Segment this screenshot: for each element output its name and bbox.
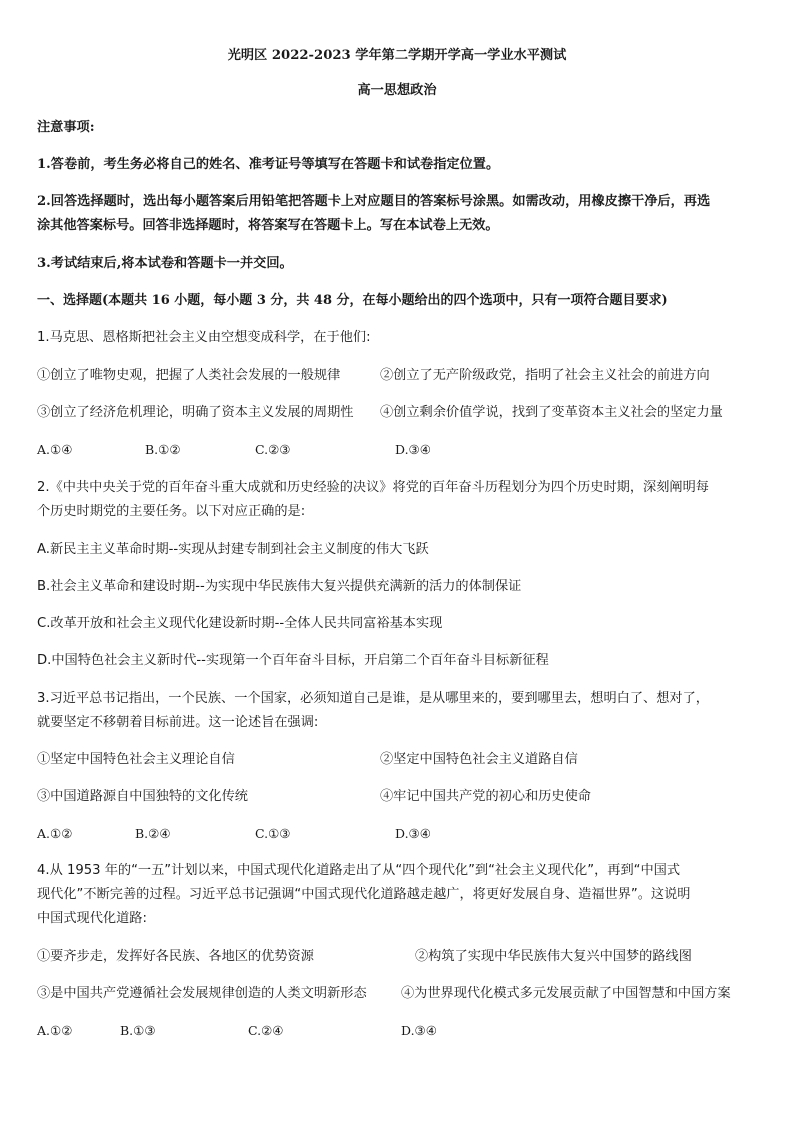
- question-4-statement-4: ④为世界现代化模式多元发展贡献了中国智慧和中国方案: [401, 986, 731, 1001]
- question-4-choice-c: C.②④: [248, 1023, 284, 1038]
- question-4-choice-a: A.①②: [37, 1023, 73, 1038]
- question-1-choice-a: A.①④: [37, 442, 73, 457]
- question-4-stem-line-3: 中国式现代化道路:: [37, 911, 147, 926]
- exam-title: 光明区 2022-2023 学年第二学期开学高一学业水平测试: [227, 48, 567, 63]
- question-2-choice-b: B.社会主义革命和建设时期--为实现中华民族伟大复兴提供充满新的活力的体制保证: [37, 579, 522, 594]
- question-3-choice-a: A.①②: [37, 826, 73, 841]
- question-1-stem: 1.马克思、恩格斯把社会主义由空想变成科学，在于他们:: [37, 330, 371, 345]
- question-1-statement-4: ④创立剩余价值学说，找到了变革资本主义社会的坚定力量: [380, 405, 723, 420]
- question-2-stem-line-2: 个历史时期党的主要任务。以下对应正确的是:: [37, 504, 306, 519]
- question-2-choice-c: C.改革开放和社会主义现代化建设新时期--全体人民共同富裕基本实现: [37, 616, 443, 631]
- question-3-choice-c: C.①③: [255, 826, 291, 841]
- question-3-choice-b: B.②④: [135, 826, 171, 841]
- question-3-statement-1: ①坚定中国特色社会主义理论自信: [37, 752, 235, 767]
- question-1-statement-3: ③创立了经济危机理论，明确了资本主义发展的周期性: [37, 405, 354, 420]
- notice-item-2-line-1: 2.回答选择题时，选出每小题答案后用铅笔把答题卡上对应题目的答案标号涂黑。如需改动，用橡皮擦干净后，再选: [37, 194, 711, 209]
- question-1-choice-d: D.③④: [395, 442, 431, 457]
- question-2-choice-d: D.中国特色社会主义新时代--实现第一个百年奋斗目标，开启第二个百年奋斗目标新征程: [37, 653, 549, 668]
- question-1-choice-b: B.①②: [145, 442, 181, 457]
- question-3-statement-3: ③中国道路源自中国独特的文化传统: [37, 789, 248, 804]
- notice-item-2-line-2: 涂其他答案标号。回答非选择题时，将答案写在答题卡上。写在本试卷上无效。: [37, 218, 499, 233]
- section-heading-choice: 一、选择题(本题共 16 小题，每小题 3 分，共 48 分，在每小题给出的四个选项中，只有一项符合题目要求): [37, 293, 668, 308]
- question-4-choice-d: D.③④: [401, 1023, 437, 1038]
- question-4-stem-line-2: 现代化”不断完善的过程。习近平总书记强调“中国式现代化道路越走越广，将更好发展自身、造福世界”。这说明: [37, 887, 691, 902]
- question-4-statement-1: ①要齐步走，发挥好各民族、各地区的优势资源: [37, 949, 314, 964]
- notice-item-3: 3.考试结束后,将本试卷和答题卡一并交回。: [37, 256, 293, 271]
- question-3-choice-d: D.③④: [395, 826, 431, 841]
- question-3-statement-4: ④牢记中国共产党的初心和历史使命: [380, 789, 591, 804]
- question-4-statement-2: ②构筑了实现中华民族伟大复兴中国梦的路线图: [415, 949, 692, 964]
- question-1-statement-1: ①创立了唯物史观，把握了人类社会发展的一般规律: [37, 368, 341, 383]
- question-4-stem-line-1: 4.从 1953 年的“一五”计划以来，中国式现代化道路走出了从“四个现代化”到“社会主义现代化”，再到“中国式: [37, 863, 681, 878]
- question-4-choice-b: B.①③: [120, 1023, 156, 1038]
- subject-title: 高一思想政治: [357, 83, 437, 98]
- question-3-statement-2: ②坚定中国特色社会主义道路自信: [380, 752, 578, 767]
- notice-heading: 注意事项:: [37, 120, 95, 135]
- question-1-choice-c: C.②③: [255, 442, 291, 457]
- question-2-choice-a: A.新民主主义革命时期--实现从封建专制到社会主义制度的伟大飞跃: [37, 542, 429, 557]
- question-1-statement-2: ②创立了无产阶级政党，指明了社会主义社会的前进方向: [380, 368, 710, 383]
- question-3-stem-line-1: 3.习近平总书记指出，一个民族、一个国家，必须知道自己是谁，是从哪里来的，要到哪里去，想明白了、想对了，: [37, 691, 709, 706]
- question-2-stem-line-1: 2.《中共中央关于党的百年奋斗重大成就和历史经验的决议》将党的百年奋斗历程划分为四个历史时期，深刻阐明每: [37, 480, 709, 495]
- notice-item-1: 1.答卷前，考生务必将自己的姓名、准考证号等填写在答题卡和试卷指定位置。: [37, 157, 500, 172]
- question-4-statement-3: ③是中国共产党遵循社会发展规律创造的人类文明新形态: [37, 986, 367, 1001]
- question-3-stem-line-2: 就要坚定不移朝着目标前进。这一论述旨在强调:: [37, 715, 319, 730]
